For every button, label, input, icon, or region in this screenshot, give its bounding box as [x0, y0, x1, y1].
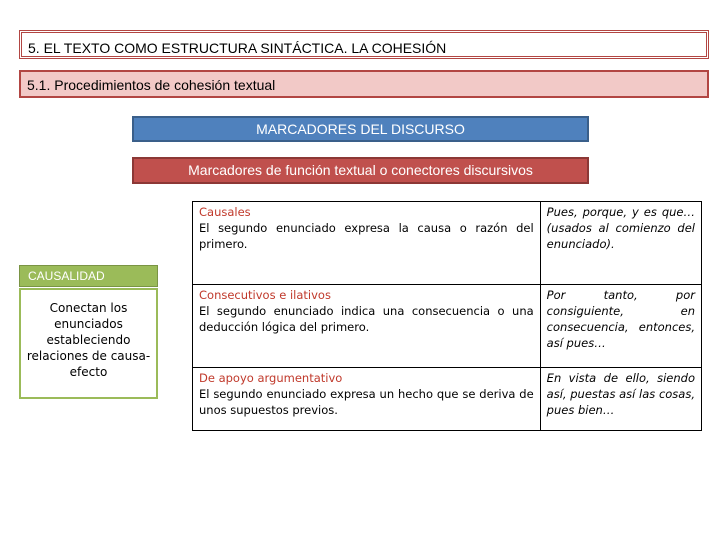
sub-banner: Marcadores de función textual o conectores discursivos	[132, 157, 589, 184]
section-title	[19, 30, 709, 59]
row-description: El segundo enunciado indica una consecuencia o una deducción lógica del primero.	[199, 304, 534, 334]
row-examples: En vista de ello, siendo así, puestas así las cosas, pues bien…	[540, 368, 701, 431]
row-description: El segundo enunciado expresa la causa o razón del primero.	[199, 221, 534, 251]
row-description-cell	[193, 202, 541, 285]
category-label: CAUSALIDAD	[19, 265, 158, 287]
section-title-text: 5. EL TEXTO COMO ESTRUCTURA SINTÁCTICA. LA COHESIÓN	[28, 40, 447, 56]
row-examples: Por tanto, por consiguiente, en consecuencia, entonces, así pues…	[540, 285, 701, 368]
row-kind: Consecutivos e ilativos	[199, 288, 331, 302]
category-description: Conectan los enunciados estableciendo relaciones de causa-efecto	[19, 288, 158, 399]
row-description-cell	[193, 285, 541, 368]
table-row	[193, 368, 702, 431]
subsection-title	[19, 70, 709, 98]
table-row	[193, 202, 702, 285]
main-banner: MARCADORES DEL DISCURSO	[132, 116, 589, 142]
row-kind: De apoyo argumentativo	[199, 371, 343, 385]
row-description-cell	[193, 368, 541, 431]
row-description: El segundo enunciado expresa un hecho que se deriva de unos supuestos previos.	[199, 387, 534, 417]
row-examples: Pues, porque, y es que… (usados al comienzo del enunciado).	[540, 202, 701, 285]
table-row	[193, 285, 702, 368]
row-kind: Causales	[199, 205, 251, 219]
marcadores-table	[192, 201, 702, 431]
subsection-title-text: 5.1. Procedimientos de cohesión textual	[27, 77, 276, 93]
